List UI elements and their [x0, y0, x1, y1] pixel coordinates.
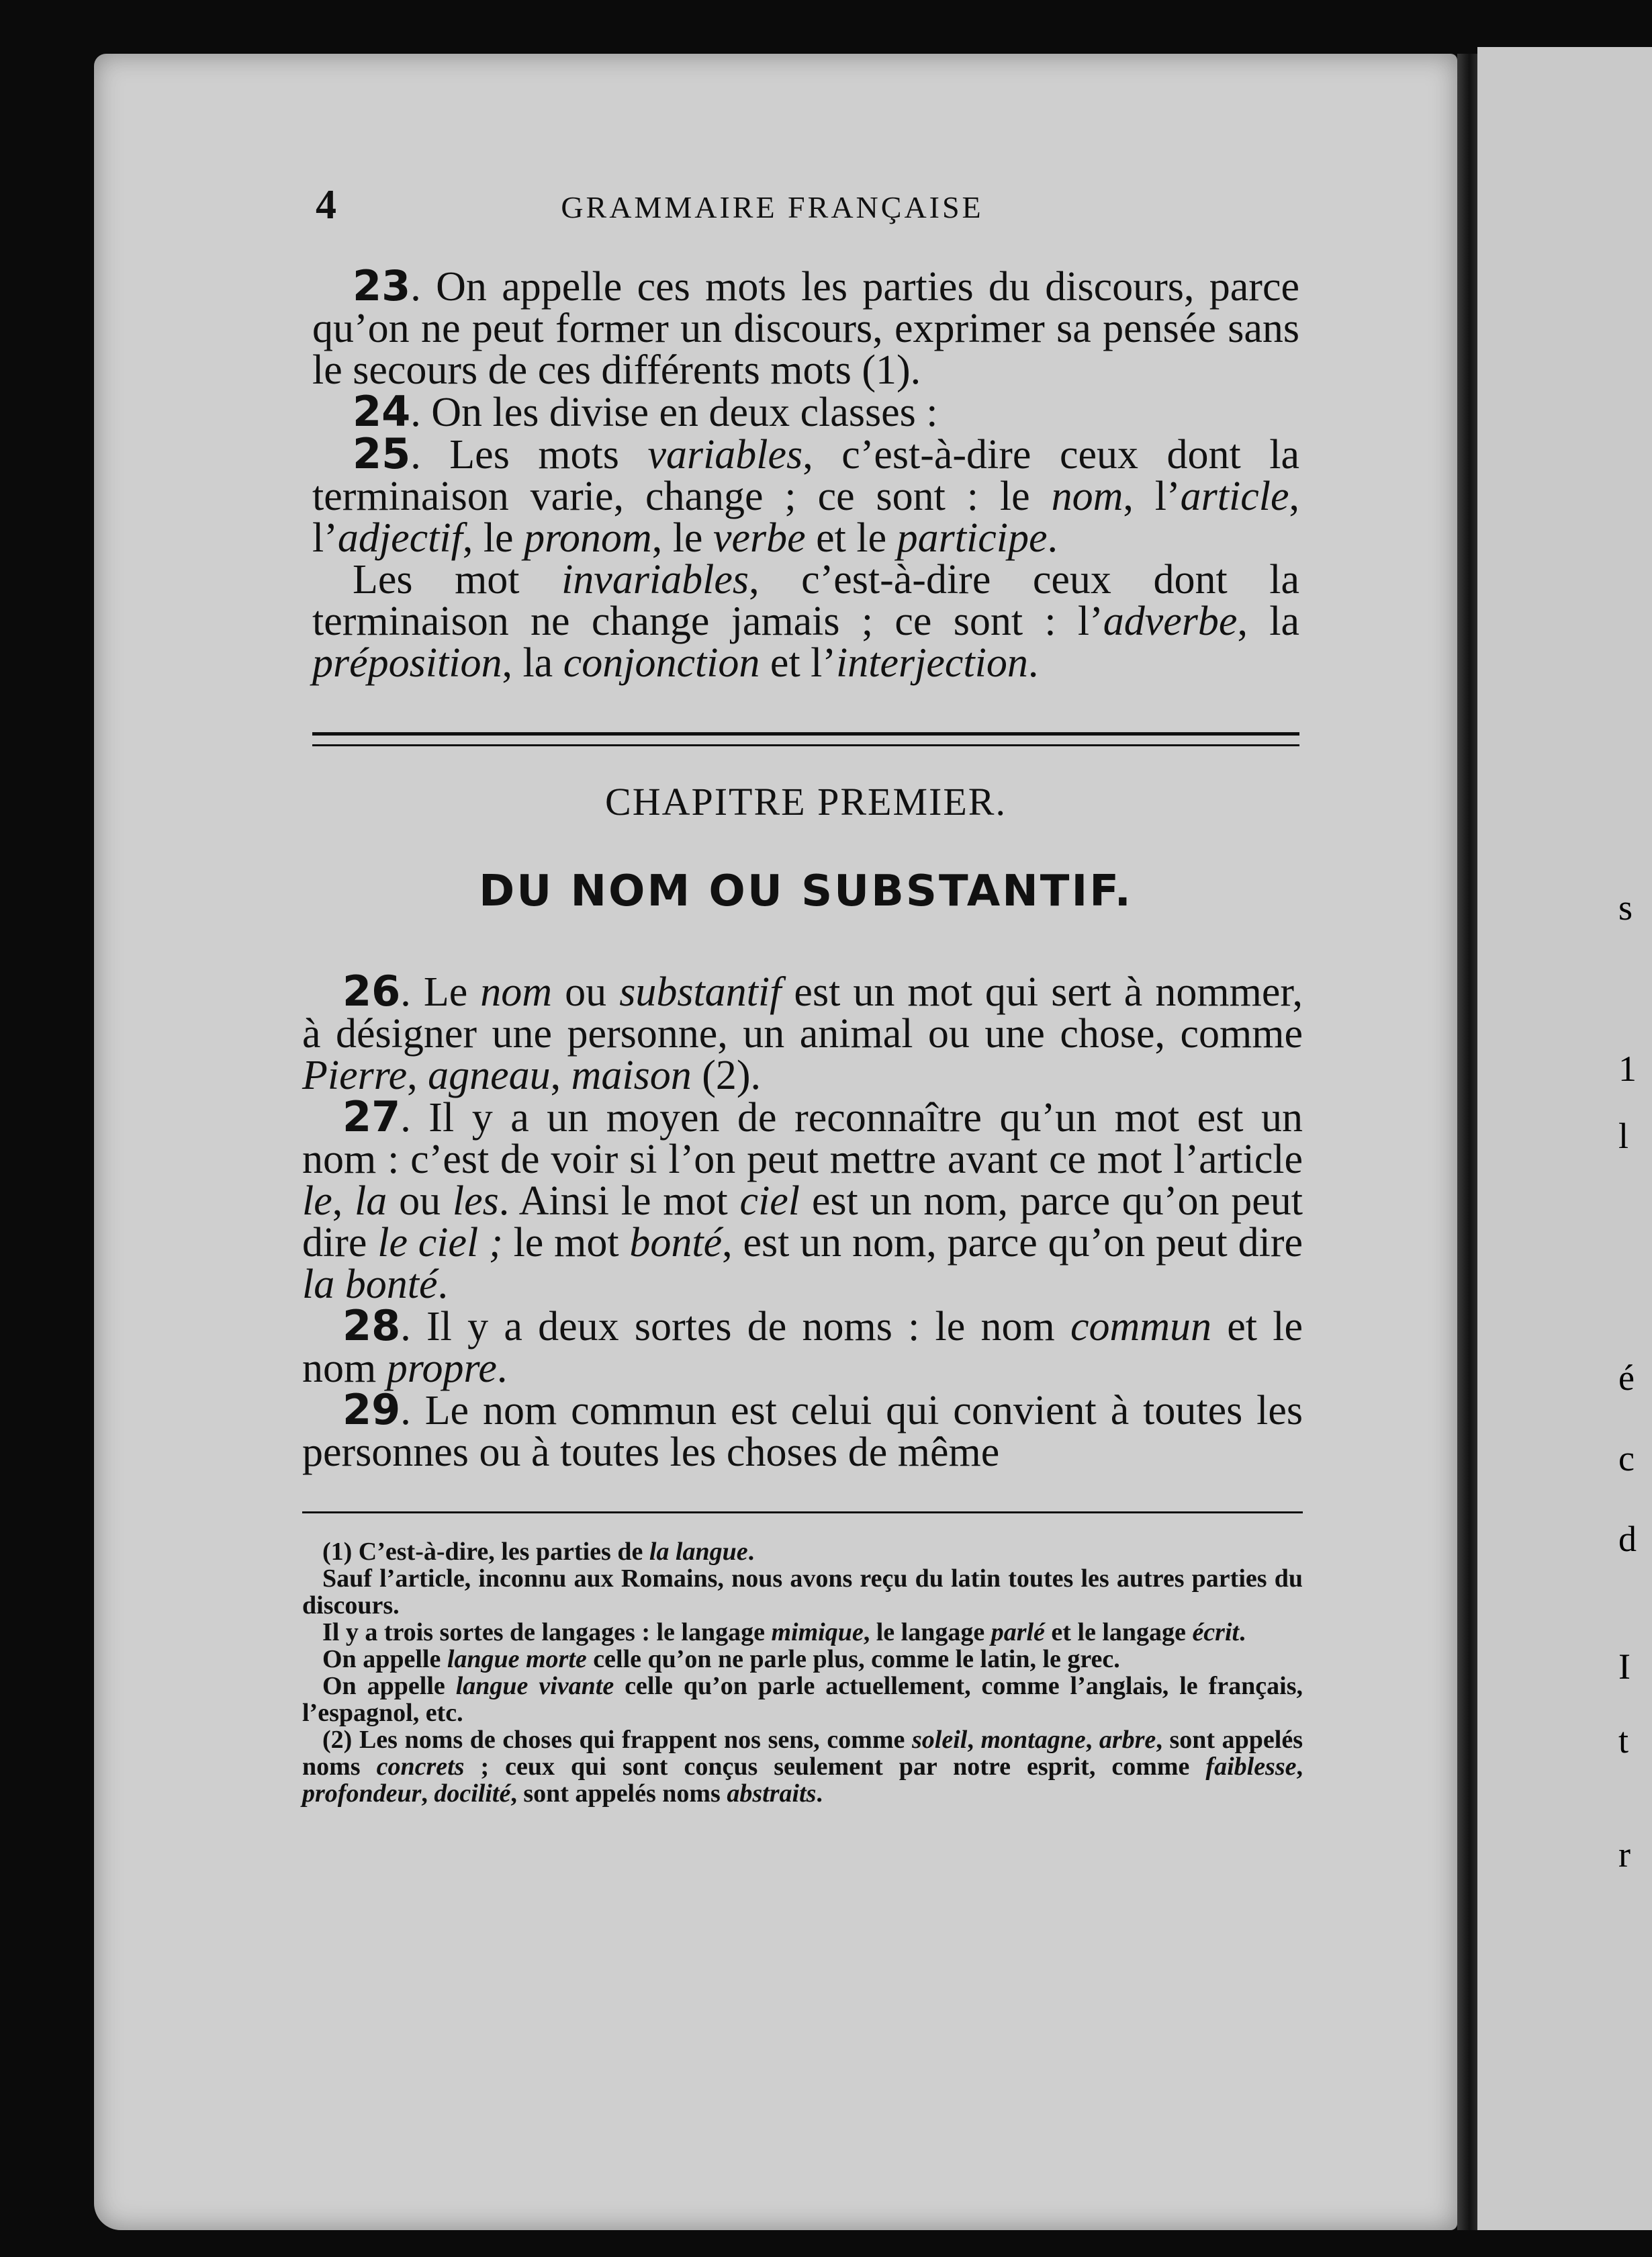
- book-gutter: [1457, 54, 1477, 2230]
- italic-term: bonté: [629, 1220, 723, 1266]
- adjacent-page-letter: l: [1618, 1116, 1629, 1156]
- italic-term: langue vivante: [455, 1672, 614, 1700]
- footnote: Il y a trois sortes de langages : le langage mimique, le langage parlé et le langage écrit.: [322, 1618, 1246, 1646]
- italic-term: profondeur: [302, 1779, 422, 1808]
- italic-term: la: [355, 1178, 387, 1224]
- italic-term: les: [452, 1178, 499, 1224]
- italic-term: docilité: [434, 1779, 511, 1808]
- italic-term: ciel: [739, 1178, 800, 1224]
- italic-term: le: [302, 1178, 332, 1224]
- paragraph: 23. On appelle ces mots les parties du discours, parce qu’on ne peut former un discours, exprimer sa pensée sans le secours de ces différents mots (1).: [312, 261, 1299, 393]
- top-paragraphs: [312, 261, 1300, 686]
- main-paragraphs: [302, 967, 1303, 1475]
- adjacent-page-letter: s: [1618, 887, 1633, 928]
- italic-term: nom: [1051, 474, 1123, 519]
- paragraph-number: 25: [353, 429, 411, 478]
- footnote: On appelle langue morte celle qu’on ne parle plus, comme le latin, le grec.: [322, 1645, 1120, 1673]
- adjacent-page-letter: I: [1618, 1646, 1631, 1687]
- paragraph-number: 23: [353, 261, 411, 310]
- paragraph: 25. Les mots variables, c’est-à-dire ceux dont la terminaison varie, change ; ce sont : le nom, l’article, l’adjectif, le pronom, le verbe et le participe.: [312, 429, 1300, 561]
- italic-term: substantif: [619, 969, 782, 1015]
- italic-term: langue morte: [447, 1645, 587, 1673]
- running-header: [222, 181, 1323, 235]
- italic-term: soleil: [912, 1726, 968, 1754]
- italic-term: adjectif: [337, 515, 463, 561]
- italic-term: montagne: [980, 1726, 1086, 1754]
- footnote: Sauf l’article, inconnu aux Romains, nous avons reçu du latin toutes les autres parties du discours.: [302, 1564, 1303, 1620]
- double-rule-top: [312, 732, 1299, 736]
- adjacent-page-letter: é: [1618, 1358, 1635, 1398]
- adjacent-page-letter: c: [1618, 1438, 1635, 1478]
- italic-term: participe: [897, 515, 1048, 561]
- paragraph: 29. Le nom commun est celui qui convient à toutes les personnes ou à toutes les choses de même: [302, 1385, 1303, 1475]
- italic-term: le ciel ;: [377, 1220, 503, 1266]
- italic-term: abstraits: [727, 1779, 817, 1808]
- page-number: 4: [316, 182, 336, 228]
- italic-term: parlé: [991, 1618, 1045, 1646]
- italic-term: maison: [571, 1053, 692, 1098]
- italic-term: pronom: [524, 515, 652, 561]
- adjacent-page-letter: d: [1618, 1519, 1637, 1559]
- italic-term: mimique: [771, 1618, 864, 1646]
- footnote-rule: [302, 1511, 1303, 1513]
- section-title: DU NOM OU SUBSTANTIF.: [479, 867, 1133, 916]
- paragraph-number: 26: [342, 967, 401, 1016]
- italic-term: propre: [386, 1345, 497, 1391]
- paragraph-number: 24: [353, 387, 411, 436]
- chapter-heading: CHAPITRE PREMIER.: [605, 780, 1007, 824]
- adjacent-page-letter: 1: [1618, 1049, 1637, 1089]
- italic-term: invariables: [561, 557, 749, 603]
- italic-term: concrets: [376, 1753, 465, 1781]
- italic-term: la langue: [649, 1538, 748, 1566]
- italic-term: écrit: [1192, 1618, 1240, 1646]
- adjacent-page-letter: r: [1618, 1834, 1631, 1875]
- footnote: On appelle langue vivante celle qu’on parle actuellement, comme l’anglais, le français, l’espagnol, etc.: [302, 1672, 1303, 1727]
- paragraph-number: 27: [342, 1092, 401, 1141]
- italic-term: article: [1180, 474, 1289, 519]
- italic-term: faiblesse: [1205, 1753, 1297, 1781]
- paragraph: 27. Il y a un moyen de reconnaître qu’un mot est un nom : c’est de voir si l’on peut mettre avant ce mot l’article le, la ou les. Ainsi le mot ciel est un nom, parce qu’on peut dire le ciel ; le mot bonté, est un nom, parce qu’on peut dire la bonté.: [302, 1092, 1303, 1307]
- italic-term: agneau: [428, 1053, 551, 1098]
- double-rule-bottom: [312, 744, 1299, 746]
- italic-term: interjection: [836, 640, 1028, 686]
- italic-term: adverbe: [1103, 599, 1238, 644]
- italic-term: arbre: [1099, 1726, 1156, 1754]
- paragraph: 26. Le nom ou substantif est un mot qui sert à nommer, à désigner une personne, un animal ou une chose, comme Pierre, agneau, maison (2).: [302, 967, 1303, 1098]
- paragraph-number: 29: [342, 1385, 401, 1434]
- italic-term: nom: [480, 969, 553, 1015]
- italic-term: variables: [647, 432, 803, 478]
- italic-term: préposition: [312, 640, 502, 686]
- paragraph: 24. On les divise en deux classes :: [353, 387, 938, 436]
- paragraph-number: 28: [342, 1301, 401, 1350]
- footnotes: [302, 1538, 1303, 1807]
- paragraph: Les mot invariables, c’est-à-dire ceux dont la terminaison ne change jamais ; ce sont : l’adverbe, la préposition, la conjonction et l’interjection.: [312, 557, 1299, 686]
- italic-term: Pierre: [302, 1053, 408, 1098]
- footnote: (1) C’est-à-dire, les parties de la langue.: [322, 1538, 755, 1566]
- footnote: (2) Les noms de choses qui frappent nos sens, comme soleil, montagne, arbre, sont appelés noms concrets ; ceux qui sont conçus seulement par notre esprit, comme faiblesse, profondeur, docilité, sont appelés noms abstraits.: [302, 1726, 1303, 1808]
- italic-term: commun: [1070, 1304, 1212, 1349]
- running-title: GRAMMAIRE FRANÇAISE: [561, 190, 984, 224]
- italic-term: conjonction: [563, 640, 760, 686]
- adjacent-page-letter: t: [1618, 1720, 1629, 1761]
- italic-term: la bonté: [302, 1262, 438, 1307]
- paragraph: 28. Il y a deux sortes de noms : le nom commun et le nom propre.: [302, 1301, 1303, 1391]
- italic-term: verbe: [713, 515, 806, 561]
